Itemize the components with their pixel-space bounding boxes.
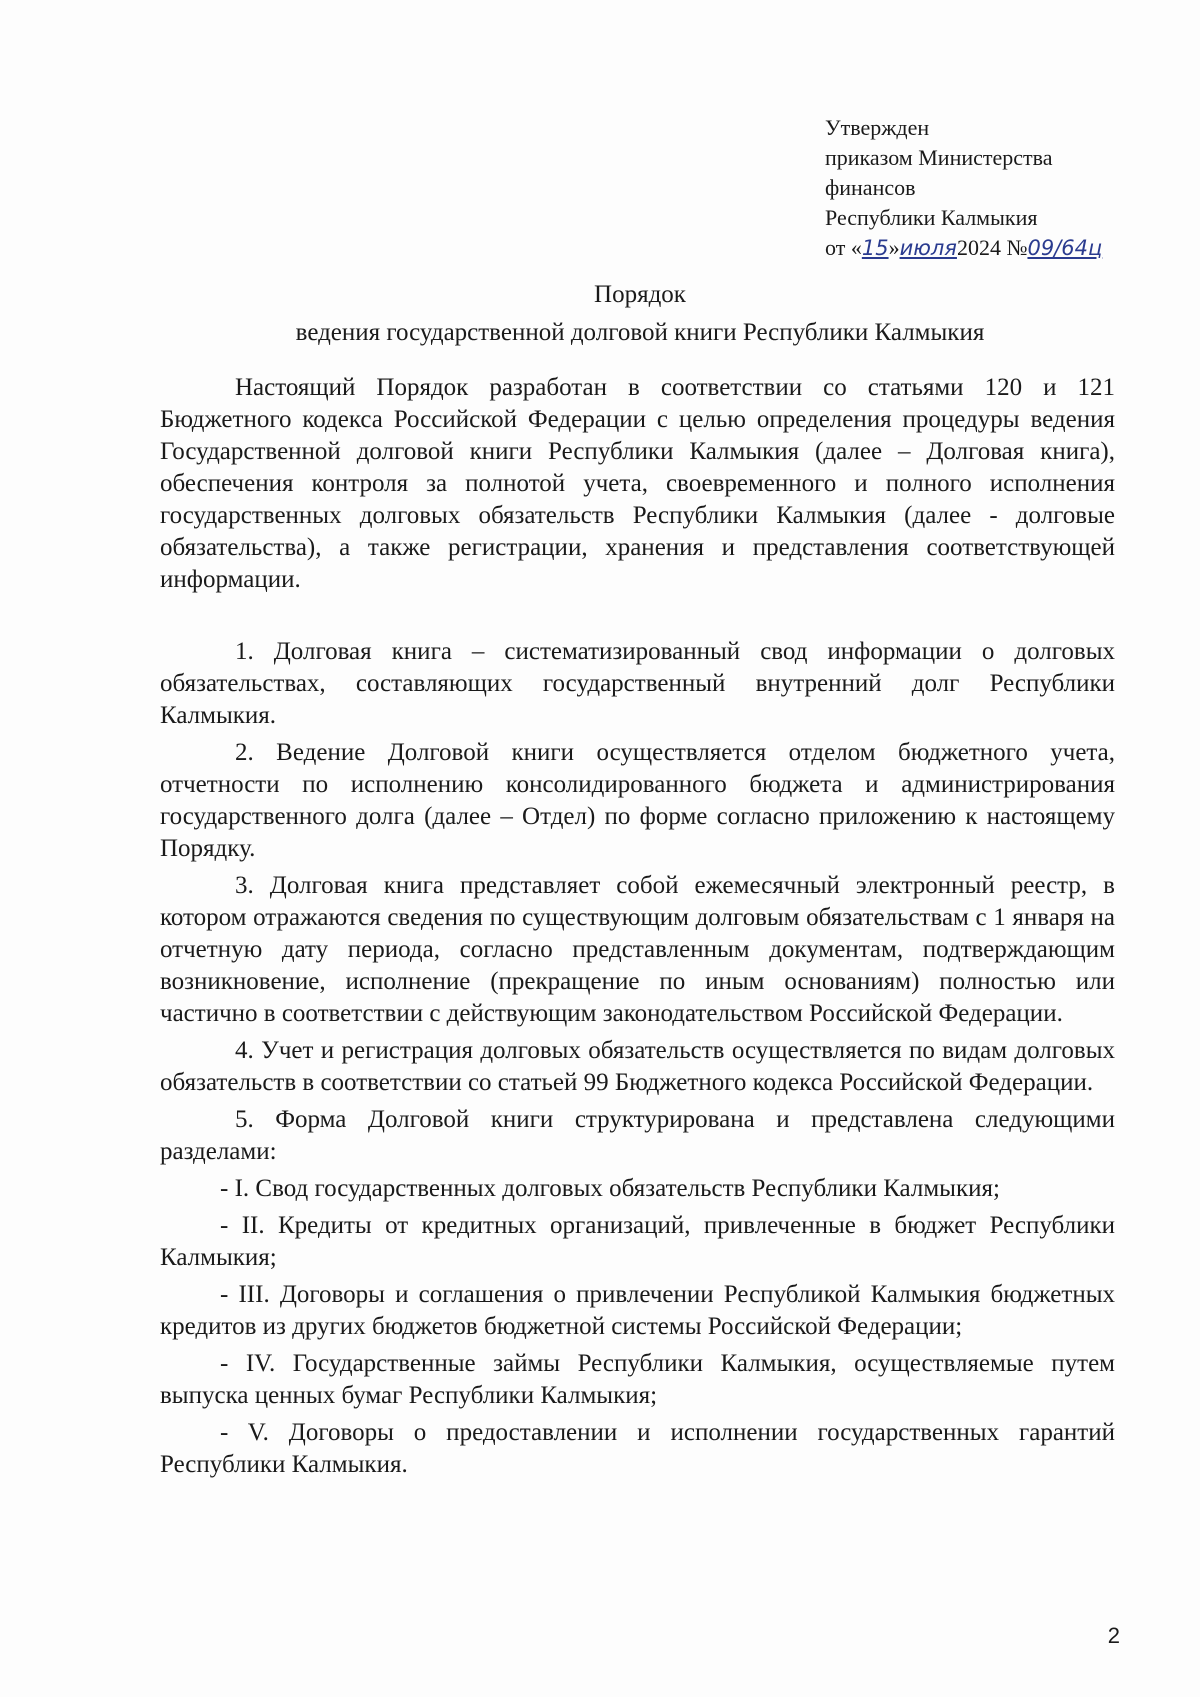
item-5: 5. Форма Долговой книги структурирована и представлена следующими разделами:: [160, 1106, 1115, 1165]
item-4: 4. Учет и регистрация долговых обязательств осуществляется по видам долговых обязательств в соответствии со статьей 99 Бюджетного кодекса Российской Федерации.: [160, 1037, 1115, 1096]
date-prefix: от «: [825, 235, 862, 260]
document-title: Порядок: [594, 281, 686, 308]
approval-date-line: [825, 233, 1165, 263]
approval-line-1: Утвержден: [825, 115, 930, 140]
date-day-handwritten: 15: [861, 236, 889, 260]
item-3: 3. Долговая книга представляет собой ежемесячный электронный реестр, в котором отражаются сведения по существующим долговым обязательствам с 1 января на отчетную дату периода, согласно представленным документам, подтверждающим возникновение, исполнение (прекращение по иным основаниям) полностью или частично в соответствии с действующим законодательством Российской Федерации.: [160, 872, 1115, 1027]
intro-section: [160, 372, 1115, 596]
approval-block: [825, 113, 1165, 263]
approval-line-3: финансов: [825, 175, 916, 200]
section-item-2: - II. Кредиты от кредитных организаций, привлеченные в бюджет Республики Калмыкия;: [160, 1212, 1115, 1271]
order-number-handwritten: 09/64ц: [1027, 236, 1103, 260]
approval-line-2: приказом Министерства: [825, 145, 1053, 170]
section-item-4: - IV. Государственные займы Республики Калмыкия, осуществляемые путем выпуска ценных бумаг Республики Калмыкия;: [160, 1350, 1115, 1409]
date-month-handwritten: июля: [899, 236, 957, 260]
item-1: 1. Долговая книга – систематизированный свод информации о долговых обязательствах, составляющих государственный внутренний долг Республики Калмыкия.: [160, 638, 1115, 729]
section-item-3: - III. Договоры и соглашения о привлечении Республикой Калмыкия бюджетных кредитов из других бюджетов бюджетной системы Российской Федерации;: [160, 1281, 1115, 1340]
items-section: [160, 636, 1115, 1486]
item-2: 2. Ведение Долговой книги осуществляется отделом бюджетного учета, отчетности по исполнению консолидированного бюджета и администрирования государственного долга (далее – Отдел) по форме согласно приложению к настоящему Порядку.: [160, 739, 1115, 862]
approval-line-4: Республики Калмыкия: [825, 205, 1038, 230]
section-item-1: - I. Свод государственных долговых обязательств Республики Калмыкия;: [220, 1175, 1000, 1202]
document-subtitle: ведения государственной долговой книги Республики Калмыкия: [295, 319, 985, 346]
page-number: 2: [1107, 1623, 1120, 1648]
section-item-5: - V. Договоры о предоставлении и исполнении государственных гарантий Республики Калмыкия.: [160, 1419, 1115, 1478]
date-year: 2024 №: [956, 235, 1028, 260]
date-mid: »: [888, 235, 900, 260]
intro-paragraph: Настоящий Порядок разработан в соответствии со статьями 120 и 121 Бюджетного кодекса Российской Федерации с целью определения процедуры ведения Государственной долговой книги Республики Калмыкия (далее – Долговая книга), обеспечения контроля за полнотой учета, своевременного и полного исполнения государственных долговых обязательств Республики Калмыкия (далее - долговые обязательства), а также регистрации, хранения и представления соответствующей информации.: [160, 374, 1115, 593]
